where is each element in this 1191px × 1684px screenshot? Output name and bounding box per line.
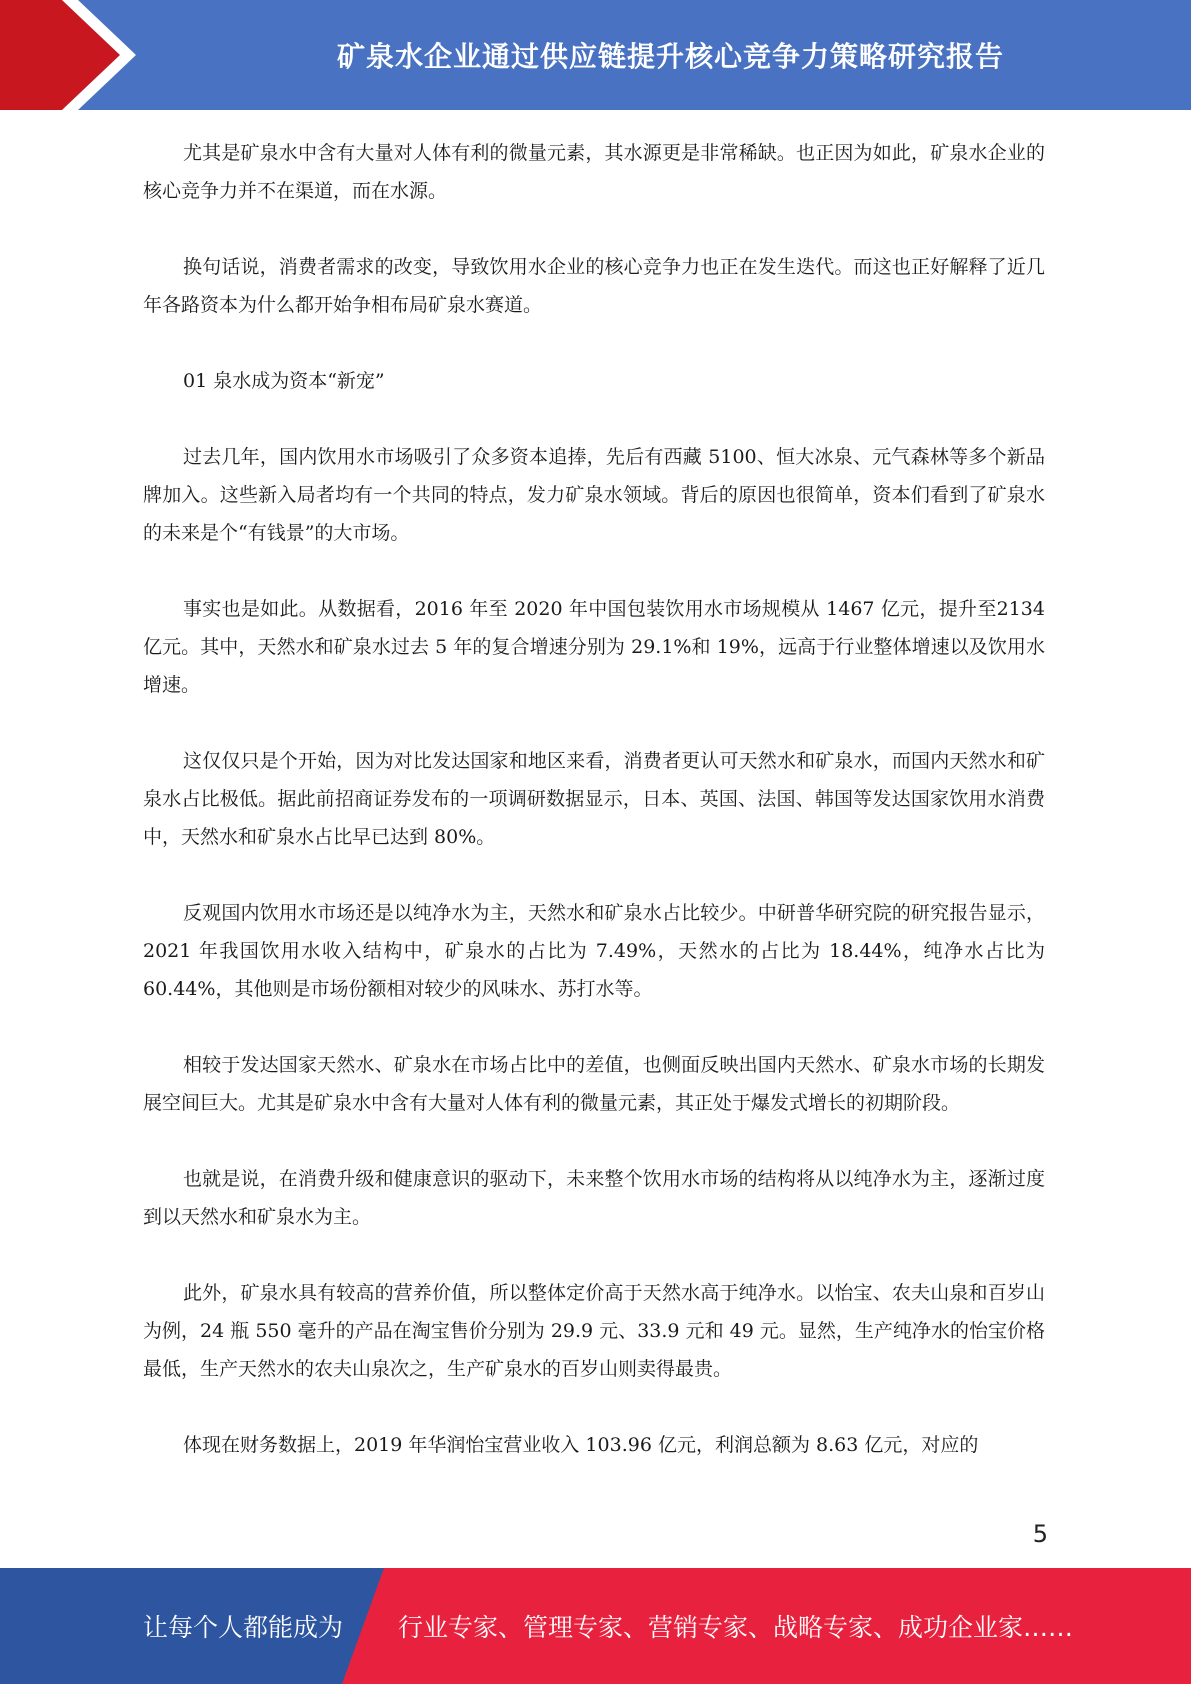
footer-slogan-right: 行业专家、管理专家、营销专家、战略专家、成功企业家…… (398, 1613, 1074, 1642)
paragraph: 相较于发达国家天然水、矿泉水在市场占比中的差值，也侧面反映出国内天然水、矿泉水市场的长期发展空间巨大。尤其是矿泉水中含有大量对人体有利的微量元素，其正处于爆发式增长的初期阶段。 (143, 1054, 1045, 1114)
paragraph: 体现在财务数据上，2019 年华润怡宝营业收入 103.96 亿元，利润总额为 8.63 亿元，对应的 (183, 1434, 979, 1456)
paragraph: 这仅仅只是个开始，因为对比发达国家和地区来看，消费者更认可天然水和矿泉水，而国内天然水和矿泉水占比极低。据此前招商证券发布的一项调研数据显示，日本、英国、法国、韩国等发达国家饮用水消费中，天然水和矿泉水占比早已达到 80%。 (143, 750, 1045, 848)
page-number: 5 (1032, 1520, 1048, 1548)
paragraph: 换句话说，消费者需求的改变，导致饮用水企业的核心竞争力也正在发生迭代。而这也正好解释了近几年各路资本为什么都开始争相布局矿泉水赛道。 (143, 256, 1045, 316)
paragraph: 也就是说，在消费升级和健康意识的驱动下，未来整个饮用水市场的结构将从以纯净水为主，逐渐过度到以天然水和矿泉水为主。 (143, 1168, 1045, 1228)
document-title: 矿泉水企业通过供应链提升核心竞争力策略研究报告 (336, 40, 1004, 73)
footer-slogan-left: 让每个人都能成为 (143, 1613, 344, 1642)
paragraph: 反观国内饮用水市场还是以纯净水为主，天然水和矿泉水占比较少。中研普华研究院的研究报告显示，2021 年我国饮用水收入结构中，矿泉水的占比为 7.49%，天然水的占比为 18.44%，纯净水占比为 60.44%，其他则是市场份额相对较少的风味水、苏打水等。 (143, 902, 1045, 1000)
header-chevron-icon (0, 0, 150, 110)
page-header (0, 0, 1191, 110)
paragraph: 过去几年，国内饮用水市场吸引了众多资本追捧，先后有西藏 5100、恒大冰泉、元气森林等多个新品牌加入。这些新入局者均有一个共同的特点，发力矿泉水领域。背后的原因也很简单，资本们看到了矿泉水的未来是个“有钱景”的大市场。 (143, 446, 1045, 544)
body-text (143, 134, 1045, 1502)
paragraph: 事实也是如此。从数据看，2016 年至 2020 年中国包装饮用水市场规模从 1467 亿元，提升至2134 亿元。其中，天然水和矿泉水过去 5 年的复合增速分别为 29.1%和 19%，远高于行业整体增速以及饮用水增速。 (143, 598, 1045, 696)
section-heading: 01 泉水成为资本“新宠” (183, 370, 385, 392)
paragraph: 此外，矿泉水具有较高的营养价值，所以整体定价高于天然水高于纯净水。以怡宝、农夫山泉和百岁山为例，24 瓶 550 毫升的产品在淘宝售价分别为 29.9 元、33.9 元和 49 元。显然，生产纯净水的怡宝价格最低，生产天然水的农夫山泉次之，生产矿泉水的百岁山则卖得最贵。 (143, 1282, 1045, 1380)
paragraph: 尤其是矿泉水中含有大量对人体有利的微量元素，其水源更是非常稀缺。也正因为如此，矿泉水企业的核心竞争力并不在渠道，而在水源。 (143, 142, 1045, 202)
page-footer (0, 1568, 1191, 1684)
